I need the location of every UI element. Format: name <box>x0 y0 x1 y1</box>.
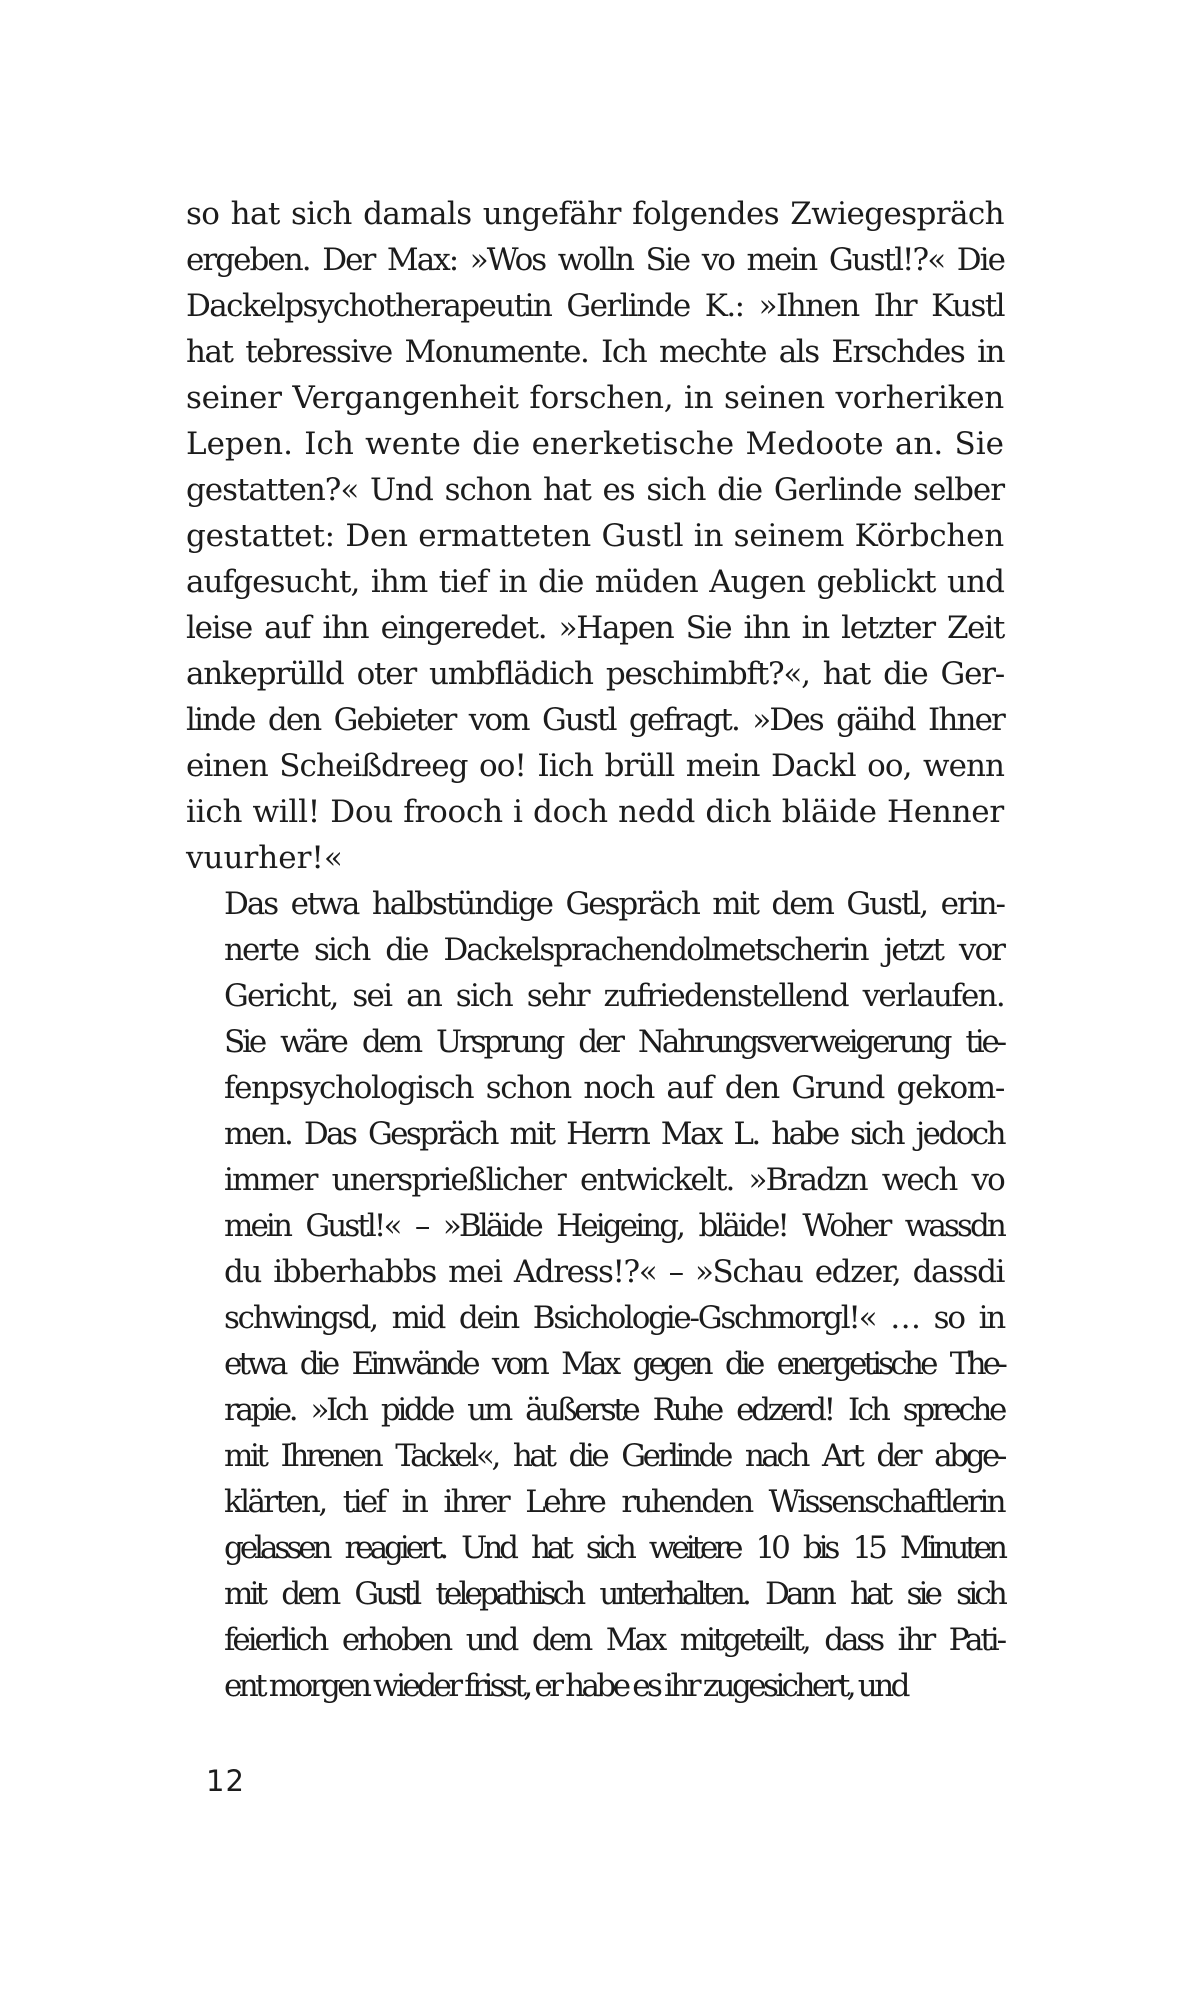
text-line: klärten, tief in ihrer Lehre ruhenden Wissenschaftlerin <box>224 1484 1004 1520</box>
text-line: gestattet: Den ermatteten Gustl in seinem Körbchen <box>186 518 1004 554</box>
text-line: schwingsd, mid dein Bsichologie-Gschmorgl!« … so in <box>224 1300 1004 1336</box>
text-line: Lepen. Ich wente die enerketische Medoote an. Sie <box>186 426 1004 462</box>
text-line: fenpsychologisch schon noch auf den Grund gekom- <box>224 1070 1004 1106</box>
text-line: ankeprülld oter umbflädich peschimbft?«, hat die Ger- <box>186 656 1004 692</box>
text-line: rapie. »Ich pidde um äußerste Ruhe edzerd! Ich spreche <box>224 1392 1004 1428</box>
page-number: 12 <box>206 1764 245 1798</box>
text-line: immer unersprießlicher entwickelt. »Bradzn wech vo <box>224 1162 1004 1198</box>
text-line: aufgesucht, ihm tief in die müden Augen geblickt und <box>186 564 1004 600</box>
text-line: einen Scheißdreeg oo! Iich brüll mein Dackl oo, wenn <box>186 748 1004 784</box>
text-line: leise auf ihn eingeredet. »Hapen Sie ihn in letzter Zeit <box>186 610 1004 646</box>
text-line: gestatten?« Und schon hat es sich die Gerlinde selber <box>186 472 1004 508</box>
text-line: mit Ihrenen Tackel«, hat die Gerlinde nach Art der abge- <box>224 1438 1004 1474</box>
text-line: Sie wäre dem Ursprung der Nahrungsverweigerung tie- <box>224 1024 1004 1060</box>
text-line: ergeben. Der Max: »Wos wolln Sie vo mein Gustl!?« Die <box>186 242 1004 278</box>
text-line: iich will! Dou frooch i doch nedd dich bläide Henner <box>186 794 1004 830</box>
text-line: vuurher!« <box>186 840 343 876</box>
text-line: men. Das Gespräch mit Herrn Max L. habe sich jedoch <box>224 1116 1004 1152</box>
text-line: nerte sich die Dackelsprachendolmetscherin jetzt vor <box>224 932 1004 968</box>
text-line: Das etwa halbstündige Gespräch mit dem Gustl, erin- <box>224 886 1004 922</box>
text-line: so hat sich damals ungefähr folgendes Zwiegespräch <box>186 196 1004 232</box>
text-line: hat tebressive Monumente. Ich mechte als Erschdes in <box>186 334 1004 370</box>
text-line: etwa die Einwände vom Max gegen die energetische The- <box>224 1346 1004 1382</box>
text-line: Gericht, sei an sich sehr zufriedenstellend verlaufen. <box>224 978 1004 1014</box>
body-text <box>186 191 1004 1709</box>
text-line: seiner Vergangenheit forschen, in seinen vorheriken <box>186 380 1004 416</box>
text-line: linde den Gebieter vom Gustl gefragt. »Des gäihd Ihner <box>186 702 1004 738</box>
paragraph-2 <box>186 881 1004 1709</box>
text-line: du ibberhabbs mei Adress!?« – »Schau edzer, dassdi <box>224 1254 1004 1290</box>
text-line: gelassen reagiert. Und hat sich weitere 10 bis 15 Minuten <box>224 1530 1004 1566</box>
text-line: mein Gustl!« – »Bläide Heigeing, bläide! Woher wassdn <box>224 1208 1004 1244</box>
text-line: Dackelpsychotherapeutin Gerlinde K.: »Ihnen Ihr Kustl <box>186 288 1004 324</box>
text-line: mit dem Gustl telepathisch unterhalten. Dann hat sie sich <box>224 1576 1004 1612</box>
text-line: feierlich erhoben und dem Max mitgeteilt, dass ihr Pati- <box>224 1622 1004 1658</box>
text-line: ent morgen wieder frisst, er habe es ihr zugesichert, und <box>224 1668 907 1704</box>
paragraph-1 <box>186 191 1004 881</box>
